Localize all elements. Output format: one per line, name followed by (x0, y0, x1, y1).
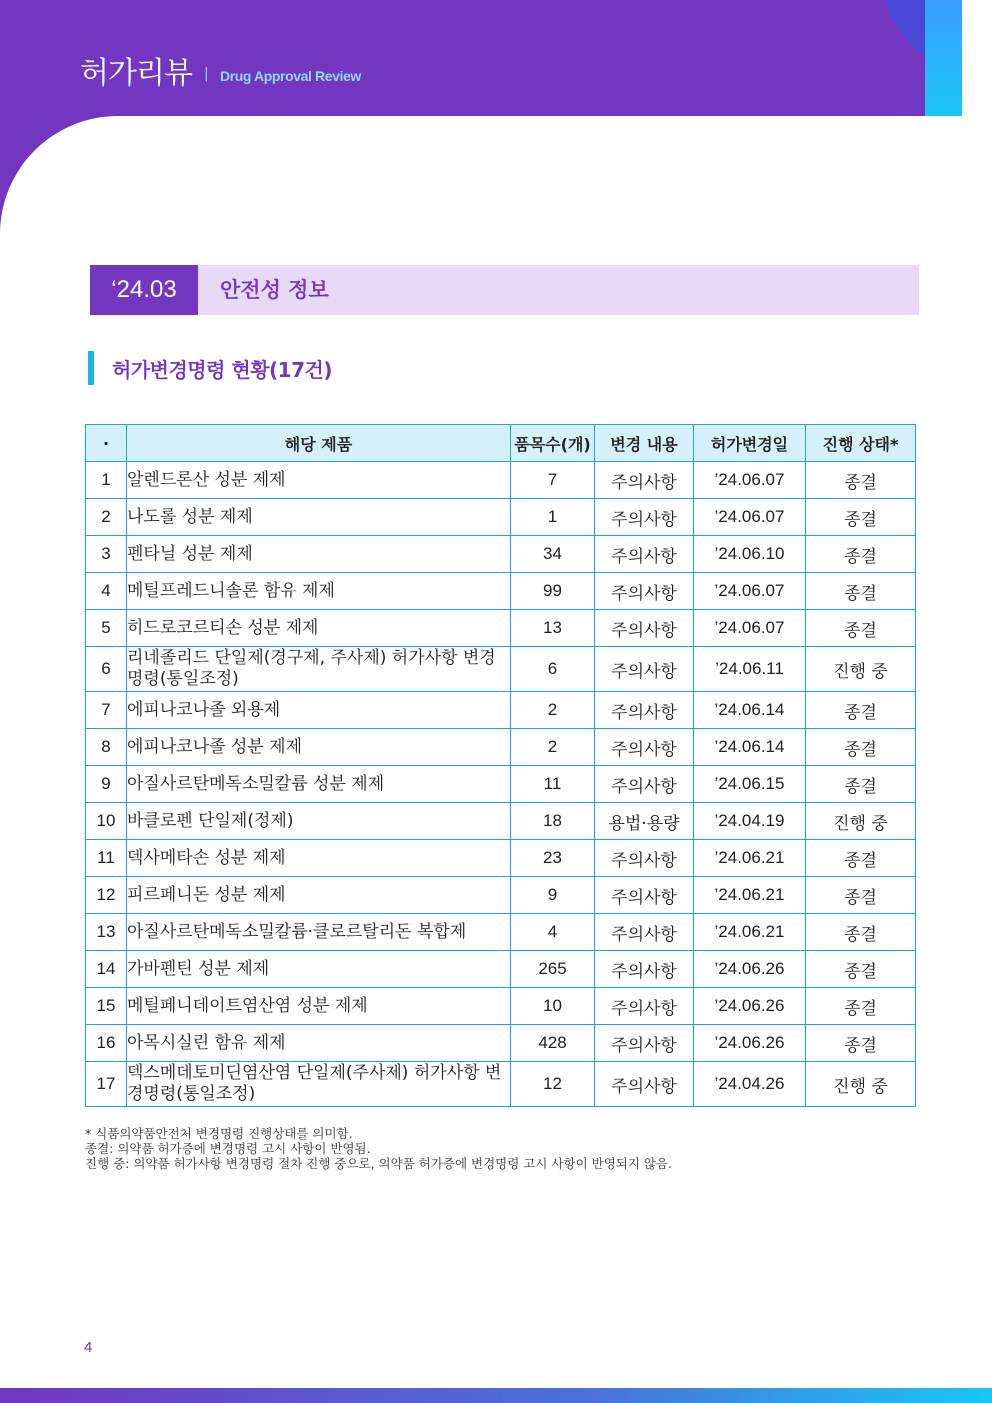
row-count: 2 (511, 692, 595, 729)
row-number: 1 (86, 462, 127, 499)
table-row (86, 840, 916, 877)
change-order-table (85, 424, 916, 1107)
row-number: 2 (86, 499, 127, 536)
table-row (86, 951, 916, 988)
table-row (86, 573, 916, 610)
row-status: 종결 (806, 877, 916, 914)
row-change: 주의사항 (595, 766, 694, 803)
column-header-change: 변경 내용 (595, 425, 694, 462)
row-date: ’24.06.21 (694, 840, 806, 877)
table-row (86, 647, 916, 692)
row-number: 4 (86, 573, 127, 610)
row-product: 리네졸리드 단일제(경구제, 주사제) 허가사항 변경명령(통일조정) (127, 647, 511, 692)
footnote-in-progress: 진행 중: 의약품 허가사항 변경명령 절차 진행 중으로, 의약품 허가증에 변경명령 고시 사항이 반영되지 않음. (85, 1156, 673, 1171)
row-status: 종결 (806, 462, 916, 499)
table-header-row (86, 425, 916, 462)
row-change: 주의사항 (595, 877, 694, 914)
row-product: 펜타닐 성분 제제 (127, 536, 511, 573)
row-status: 종결 (806, 692, 916, 729)
row-change: 주의사항 (595, 1062, 694, 1107)
section-bar (90, 265, 919, 315)
row-number: 7 (86, 692, 127, 729)
row-count: 11 (511, 766, 595, 803)
row-change: 주의사항 (595, 536, 694, 573)
row-count: 34 (511, 536, 595, 573)
row-change: 주의사항 (595, 1025, 694, 1062)
row-change: 용법·용량 (595, 803, 694, 840)
row-date: ’24.04.26 (694, 1062, 806, 1107)
row-status: 진행 중 (806, 647, 916, 692)
row-status: 진행 중 (806, 803, 916, 840)
row-date: ’24.04.19 (694, 803, 806, 840)
row-date: ’24.06.07 (694, 610, 806, 647)
row-date: ’24.06.11 (694, 647, 806, 692)
row-number: 13 (86, 914, 127, 951)
row-product: 알렌드론산 성분 제제 (127, 462, 511, 499)
row-count: 13 (511, 610, 595, 647)
row-date: ’24.06.21 (694, 877, 806, 914)
row-change: 주의사항 (595, 988, 694, 1025)
table-row (86, 462, 916, 499)
row-product: 피르페니돈 성분 제제 (127, 877, 511, 914)
row-status: 종결 (806, 988, 916, 1025)
row-product: 나도롤 성분 제제 (127, 499, 511, 536)
table-row (86, 729, 916, 766)
row-product: 덱사메타손 성분 제제 (127, 840, 511, 877)
row-change: 주의사항 (595, 840, 694, 877)
header-title: 허가리뷰 (80, 56, 192, 91)
footnote-closed: 종결: 의약품 허가증에 변경명령 고시 사항이 반영됨. (85, 1141, 371, 1156)
row-product: 아목시실린 함유 제제 (127, 1025, 511, 1062)
header-subtitle: Drug Approval Review (220, 68, 361, 84)
row-status: 종결 (806, 914, 916, 951)
row-change: 주의사항 (595, 462, 694, 499)
row-status: 종결 (806, 499, 916, 536)
row-status: 종결 (806, 729, 916, 766)
row-date: ’24.06.15 (694, 766, 806, 803)
row-count: 18 (511, 803, 595, 840)
table-row (86, 1025, 916, 1062)
row-count: 6 (511, 647, 595, 692)
row-count: 2 (511, 729, 595, 766)
row-count: 99 (511, 573, 595, 610)
row-status: 종결 (806, 951, 916, 988)
row-status: 종결 (806, 536, 916, 573)
row-count: 7 (511, 462, 595, 499)
row-status: 종결 (806, 573, 916, 610)
row-product: 아질사르탄메독소밀칼륨·클로르탈리돈 복합제 (127, 914, 511, 951)
row-count: 1 (511, 499, 595, 536)
row-status: 종결 (806, 840, 916, 877)
row-count: 4 (511, 914, 595, 951)
row-number: 8 (86, 729, 127, 766)
row-change: 주의사항 (595, 573, 694, 610)
row-status: 종결 (806, 1025, 916, 1062)
row-change: 주의사항 (595, 499, 694, 536)
row-count: 428 (511, 1025, 595, 1062)
row-count: 10 (511, 988, 595, 1025)
footnote-asterisk: * 식품의약품안전처 변경명령 진행상태를 의미함. (85, 1126, 353, 1141)
row-count: 9 (511, 877, 595, 914)
row-date: ’24.06.21 (694, 914, 806, 951)
row-number: 10 (86, 803, 127, 840)
row-date: ’24.06.26 (694, 1025, 806, 1062)
banner-decoration-stripe (925, 0, 962, 116)
row-number: 14 (86, 951, 127, 988)
row-product: 가바펜틴 성분 제제 (127, 951, 511, 988)
row-date: ’24.06.14 (694, 729, 806, 766)
row-date: ’24.06.10 (694, 536, 806, 573)
row-product: 에피나코나졸 성분 제제 (127, 729, 511, 766)
section-date: ‘24.03 (90, 265, 198, 315)
column-header-date: 허가변경일 (694, 425, 806, 462)
row-number: 12 (86, 877, 127, 914)
row-number: 3 (86, 536, 127, 573)
row-change: 주의사항 (595, 951, 694, 988)
table-row (86, 692, 916, 729)
row-date: ’24.06.26 (694, 951, 806, 988)
table-row (86, 914, 916, 951)
row-status: 종결 (806, 766, 916, 803)
column-header-num: · (86, 425, 127, 462)
row-product: 히드로코르티손 성분 제제 (127, 610, 511, 647)
row-product: 메틸프레드니솔론 함유 제제 (127, 573, 511, 610)
table-row (86, 1062, 916, 1107)
row-product: 에피나코나졸 외용제 (127, 692, 511, 729)
section-title: 안전성 정보 (220, 278, 329, 302)
row-number: 9 (86, 766, 127, 803)
row-count: 12 (511, 1062, 595, 1107)
row-number: 5 (86, 610, 127, 647)
table-row (86, 988, 916, 1025)
row-change: 주의사항 (595, 610, 694, 647)
header-separator: | (204, 66, 209, 82)
row-number: 11 (86, 840, 127, 877)
row-count: 265 (511, 951, 595, 988)
row-product: 덱스메데토미딘염산염 단일제(주사제) 허가사항 변경명령(통일조정) (127, 1062, 511, 1107)
row-number: 15 (86, 988, 127, 1025)
row-date: ’24.06.07 (694, 462, 806, 499)
table-row (86, 499, 916, 536)
row-change: 주의사항 (595, 914, 694, 951)
row-date: ’24.06.07 (694, 499, 806, 536)
row-date: ’24.06.14 (694, 692, 806, 729)
subheading: 허가변경명령 현황(17건) (112, 358, 332, 382)
column-header-status: 진행 상태* (806, 425, 916, 462)
column-header-product: 해당 제품 (127, 425, 511, 462)
row-change: 주의사항 (595, 729, 694, 766)
row-status: 종결 (806, 610, 916, 647)
table-row (86, 766, 916, 803)
row-date: ’24.06.26 (694, 988, 806, 1025)
table-row (86, 803, 916, 840)
column-header-count: 품목수(개) (511, 425, 595, 462)
row-number: 6 (86, 647, 127, 692)
table-row (86, 610, 916, 647)
row-number: 17 (86, 1062, 127, 1107)
row-change: 주의사항 (595, 647, 694, 692)
row-product: 메틸페니데이트염산염 성분 제제 (127, 988, 511, 1025)
footnotes (85, 1126, 672, 1171)
table-row (86, 536, 916, 573)
page-number: 4 (84, 1339, 93, 1356)
row-status: 진행 중 (806, 1062, 916, 1107)
row-count: 23 (511, 840, 595, 877)
footer-gradient-bar (0, 1388, 992, 1403)
row-product: 아질사르탄메독소밀칼륨 성분 제제 (127, 766, 511, 803)
row-product: 바클로펜 단일제(정제) (127, 803, 511, 840)
table-row (86, 877, 916, 914)
row-change: 주의사항 (595, 692, 694, 729)
row-number: 16 (86, 1025, 127, 1062)
subheading-marker (88, 351, 94, 385)
row-date: ’24.06.07 (694, 573, 806, 610)
